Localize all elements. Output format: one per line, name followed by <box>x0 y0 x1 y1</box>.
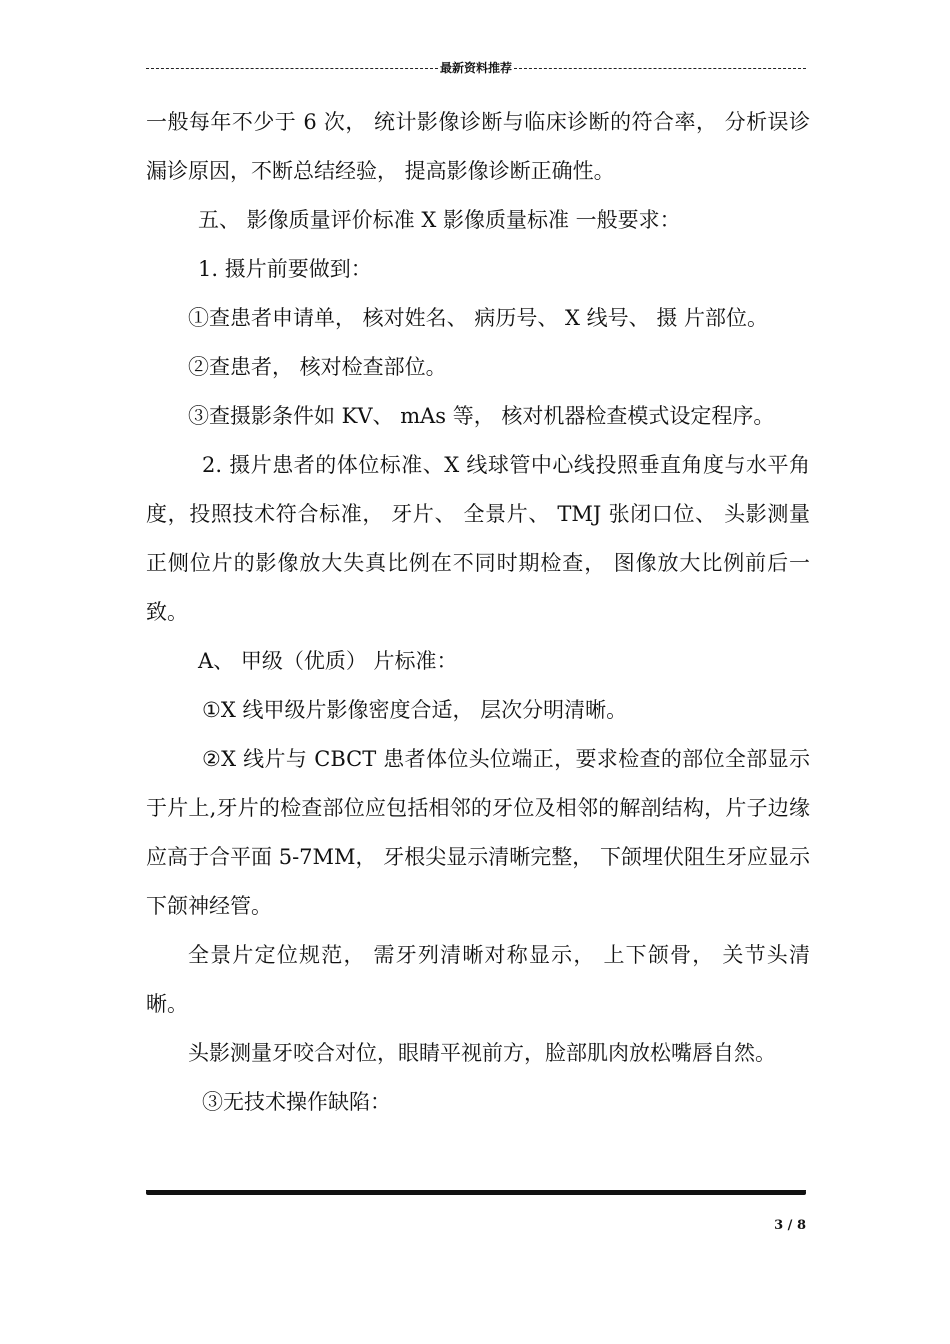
document-body <box>146 98 810 1127</box>
paragraph: 头影测量牙咬合对位，眼睛平视前方，脸部肌肉放松嘴唇自然。 <box>188 1041 776 1065</box>
header-title: 最新资料推荐 <box>440 60 513 75</box>
list-item: ③无技术操作缺陷： <box>202 1090 391 1114</box>
list-item: ②查患者， 核对检查部位。 <box>188 355 447 379</box>
list-item: ③查摄影条件如 KV、 mAs 等， 核对机器检查模式设定程序。 <box>188 404 775 428</box>
footer-rule <box>146 1190 806 1195</box>
paragraph: 2. 摄片患者的体位标准、X 线球管中心线投照垂直角度与水平角度，投照技术符合标准， 牙片、 全景片、 TMJ 张闭口位、 头影测量正侧位片的影像放大失真比例在不同时期检查， 图像放大比例前后一致。 <box>146 453 810 624</box>
list-item: ①X 线甲级片影像密度合适， 层次分明清晰。 <box>202 698 628 722</box>
paragraph: 全景片定位规范， 需牙列清晰对称显示， 上下颌骨， 关节头清晰。 <box>146 943 810 1016</box>
list-item: ①查患者申请单， 核对姓名、 病历号、 X 线号、 摄 片部位。 <box>188 306 768 330</box>
header-dashes-left <box>146 68 438 69</box>
list-item: ②X 线片与 CBCT 患者体位头位端正，要求检查的部位全部显示于片上,牙片的检查部位应包括相邻的牙位及相邻的解剖结构，片子边缘应高于合平面 5-7MM， 牙根尖显示清晰完整， 下颌埋伏阻生牙应显示下颌神经管。 <box>146 747 810 918</box>
list-heading: 1. 摄片前要做到： <box>198 257 372 281</box>
header-dashes-right <box>514 68 806 69</box>
paragraph: 一般每年不少于 6 次， 统计影像诊断与临床诊断的符合率， 分析误诊漏诊原因，不断总结经验， 提高影像诊断正确性。 <box>146 110 810 183</box>
page-number: 3 / 8 <box>774 1218 806 1233</box>
subsection-heading: A、 甲级（优质） 片标准： <box>198 649 458 673</box>
section-heading: 五、 影像质量评价标准 X 影像质量标准 一般要求： <box>198 208 681 232</box>
page-header <box>146 58 806 76</box>
